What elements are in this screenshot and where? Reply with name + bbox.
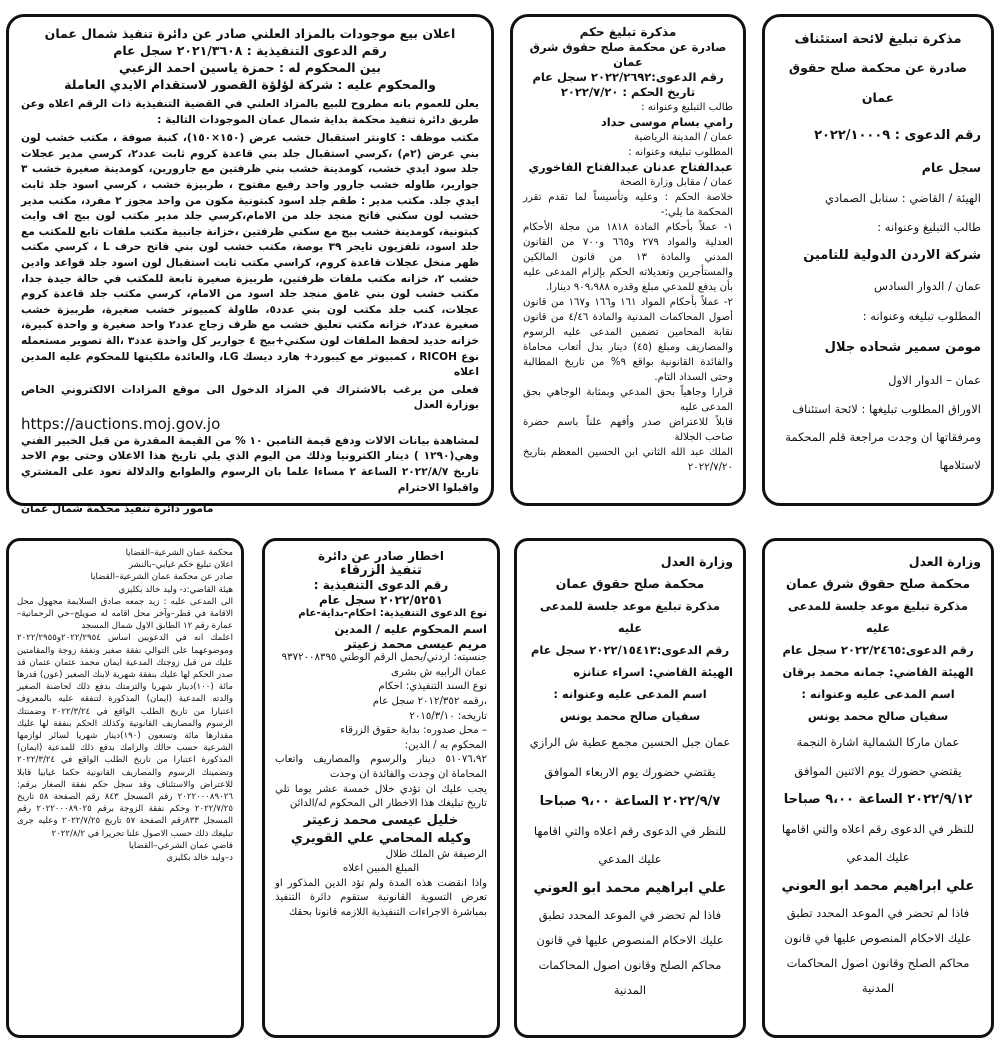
zarqa-document-date: تاريخه: ٢٠١٥/٣/١٠ xyxy=(409,710,487,722)
session1-target-label: اسم المدعى عليه وعنوانه : xyxy=(553,687,707,701)
auction-participation: فعلى من يرغب بالاشتراك في المزاد الدخول الى موقع المزادات الالكتروني الخاص بوزارة العدل xyxy=(21,383,479,412)
zarqa-case-type: نوع الدعوى التنفيذية: احكام-بداية-عام xyxy=(298,608,487,620)
sharia-judge: هيئة القاضي:د- وليد خالد بكليزي xyxy=(118,584,233,595)
appeal-requester-name: شركة الاردن الدولية للتامين xyxy=(803,248,981,263)
session1-court: محكمة صلح حقوق عمان xyxy=(555,576,705,591)
auction-debtor: والمحكوم عليه : شركة لؤلؤة القصور لاستقدام الايدي العاملة xyxy=(64,77,436,92)
zarqa-debtor-label: اسم المحكوم عليه / المدين xyxy=(334,621,487,636)
zarqa-title-1: اخطار صادر عن دائرة xyxy=(318,549,444,563)
session2-target-name: سفيان صالح محمد يونس xyxy=(807,709,949,723)
sharia-case-details: اعلمك انه في الدعويين اساس ٢٠٢٢/٢٩٥٤و٢٠٢٢/٢٩٥٥ وموضوعهما على التوالي نفقة صغير ونفقة زوجة والمقامتين عليك من قبل زوجتك المدعية ايمان محمد عثمان عثمان قد صدر الحكم لها عليك بنفقة شهرية لابنك الصغير (عون) قدرها مائة (١٠٠)دينار شهريا والتزمتك بدفع ذلك لحاضنة الصغير والدته المدعية (ايمان) المذكورة لتنفقه عليه بالمعروف اعتبارا من تاريخ الطلب الواقع في ٢٠٢٢/٣/٢٤ وضمنتك الرسوم والمصاريف القانونية وكذلك الحكم بنفقة لها عليك مقدارها مائة وتسعون (١٩٠)دينار شهريا لسائر لوازمها الشرعية حسب حالك والزامك بدفع ذلك للمدعية (ايمان) المذكورة اعتبارا من تاريخ الطلب الواقع في ٢٠٢٢/٣/٢٤ وتضمينك الرسوم والمصاريف القانونية حكما غيابيا قابلا للاعتراض والاستئناف وقد سجل حكم نفقة الصغار برقم: ٢٠٢٢٠٠٠٨٩٠٢٦ رقم المسجل ٨٤٣ رقم الصفحة ٥٨ تاريخ ٢٠٢٢/٧/٢٥ وحكم نفقة الزوجة برقم ٢٠٢٢٠٠٠٨٩٠٢٥ رقم المسجل ٨٣٣رقم الصفحة ٥٧ تاريخ ٢٠٢٢/٧/٢٥ وعليه جرى تبليغك ذلك حسب الاصول علنا تحريرا في ٢٠٢٢/٨/٢ xyxy=(17,633,234,839)
session2-day: يقتضي حضورك يوم الاثنين الموافق xyxy=(794,764,962,778)
auction-terms: لمشاهدة بيانات الالات ودفع قيمة التامين ١٠ % من القيمة المقدرة من قبل الخبير الفني وهي(١٢٩٠ ) دينار الكترونيا وذلك من اليوم الذي يلي تاريخ هذا الاعلان وحتى يوم الاحد تاريخ ٢٠٢٢/٨/٧ الساعة ٢ مساءا علما بان الرسوم والطوابع والدلالة تعود على المشتري واقبلوا الاحترام xyxy=(21,434,479,494)
session1-case-number: رقم الدعوى:٢٠٢٢/١٥٤١٣ سجل عام xyxy=(530,643,730,657)
auction-intro: يعلن للعموم بانه مطروح للبيع بالمزاد العلني في القضية التنفيذية ذات الرقم اعلاه وعن طريق دائرة تنفيذ محكمة بداية شمال عمان الموجودات التالية : xyxy=(21,98,479,126)
judgment-clause-1: ١- عملاً بأحكام المادة ١٨١٨ من مجلة الأحكام العدلية والمواد ٢٧٩ و٦٦٥ و٧٠٠ من القانون المدني والمادة ١٣ من قانون المالكين والمستأجرين وتعديلاته الحكم بإلزام المدعى عليه بأن يدفع للمدعي مبلغ وقدره ٩٠٩،٩٨٨ دينارا. xyxy=(523,222,733,293)
judgment-target-name: عبدالفتاح عدنان عبدالفتاح الفاخوري xyxy=(528,160,733,174)
session2-judge: الهيئة القاضي: جمانه محمد برقان xyxy=(782,665,974,679)
judgment-clause-2: ٢- عملاً بأحكام المواد ١٦١ و١٦٦ و١٦٧ من قانون أصول المحاكمات المدنية والمادة ٤/٤٦ من قانون نقابة المحامين تضمين المدعى عليه الرسوم والمصاريف ومبلغ (٤٥) دينار بدل أتعاب محاماة والفائدة القانونية بواقع ٩% من تاريخ المطالبة وحتى السداد التام. xyxy=(523,297,734,383)
session1-target-name: سفيان صالح محمد يونس xyxy=(559,709,701,723)
judgment-requester-label: طالب التبليغ وعنوانه : xyxy=(641,102,733,113)
judgment-target-address: عمان / مقابل وزارة الصحة xyxy=(620,177,733,188)
session1-plaintiff: علي ابراهيم محمد ابو العوني xyxy=(533,880,727,896)
sharia-header-2: اعلان تبليغ حكم غيابي–بالنشر xyxy=(128,560,233,571)
appeal-title: مذكرة تبليغ لائحة استئناف xyxy=(794,32,962,47)
judgment-notice xyxy=(510,14,746,506)
sharia-signature-title: قاضي عمان الشرعي–القضايا xyxy=(128,840,233,851)
zarqa-warning: يجب عليك ان تؤدي خلال خمسة عشر يوما تلي تاريخ تبليغك هذا الاخطار الى المحكوم له/الدائن xyxy=(275,783,487,810)
judgment-requester-name: رامي بسام موسى حداد xyxy=(600,115,733,129)
judgment-summary: خلاصة الحكم : وعليه وتأسيساً لما تقدم تقرر المحكمة ما يلي:- xyxy=(523,192,733,218)
session2-purpose: للنظر في الدعوى رقم اعلاه والتي اقامها عليك المدعي xyxy=(781,822,975,864)
sharia-signature-name: د–وليد خالد بكليزي xyxy=(166,853,233,864)
appeal-documents: الاوراق المطلوب تبليغها : لائحة استئناف ومرفقاتها ان وجدت مراجعة قلم المحكمة لاستلامها xyxy=(785,402,981,472)
zarqa-creditor-address: الرصيفة ش الملك طلال xyxy=(385,848,487,860)
judgment-clause-5: الملك عبد الله الثاني ابن الحسين المعظم بتاريخ ٢٠٢٢/٧/٢٠ xyxy=(523,447,733,473)
appeal-registry: سجل عام xyxy=(921,160,981,175)
zarqa-creditor-lawyer: وكيله المحامي علي القويري xyxy=(290,830,472,846)
auction-url[interactable]: https://auctions.moj.gov.jo xyxy=(21,414,221,433)
session1-judge: الهيئة القاضي: اسراء عنانزه xyxy=(573,665,733,679)
zarqa-debt: المبلغ المبين اعلاه xyxy=(342,863,420,875)
session1-footer: فاذا لم تحضر في الموعد المحدد تطبق عليك الاحكام المنصوص عليها في قانون محاكم الصلح وقانون اصول المحاكمات المدنية xyxy=(536,908,724,997)
zarqa-issuer: – محل صدوره: بداية حقوق الزرقاء xyxy=(340,725,487,737)
auction-notice xyxy=(6,14,494,516)
judgment-target-label: المطلوب تبليغه وعنوانه : xyxy=(628,147,733,158)
judgment-court: صادرة عن محكمة صلح حقوق شرق عمان xyxy=(529,40,727,69)
judgment-case-number: رقم الدعوى:٢٠٢٢/٢٦٩٢ سجل عام xyxy=(532,70,724,84)
session-notice-east-amman xyxy=(762,538,994,1038)
zarqa-title-2: تنفيذ الزرقاء xyxy=(340,562,422,578)
session1-purpose: للنظر في الدعوى رقم اعلاه والتي اقامها عليك المدعي xyxy=(533,824,727,866)
auction-title: اعلان بيع موجودات بالمزاد العلني صادر عن دائرة تنفيذ شمال عمان xyxy=(44,26,456,41)
auction-beneficiary: بين المحكوم له : حمزة ياسين احمد الزعبي xyxy=(119,60,381,75)
session1-date-time: ٢٠٢٢/٩/٧ الساعة ٩،٠٠ صباحا xyxy=(539,794,721,809)
zarqa-case-number: ٢٠٢٢/٥٢٥١ سجل عام xyxy=(319,592,443,607)
session2-ministry: وزارة العدل xyxy=(908,554,981,569)
session2-court: محكمة صلح حقوق شرق عمان xyxy=(785,576,971,591)
zarqa-document-number: ،رقمه ٢٠١٢/٣٥٢ سجل عام xyxy=(372,695,487,707)
session1-target-address: عمان جبل الحسين مجمع عطية ش الرازي xyxy=(529,735,731,749)
sharia-defendant: الى المدعى عليه : زيد جمعه صادق السلايمة مجهول محل الاقامة في قطر–وآخر محل اقامه له صويلح–حي الرحمانية–عمارة رقم ١٢ الطابق الاول شمال المسجد xyxy=(17,596,233,632)
session1-title: مذكرة تبليغ موعد جلسة للمدعى عليه xyxy=(539,599,720,635)
sharia-header-1: محكمة عمان الشرعية–القضايا xyxy=(125,548,233,558)
zarqa-creditor-name: خليل عيسى محمد زعيتر xyxy=(303,812,459,828)
zarqa-case-label: رقم الدعوى التنفيذية : xyxy=(313,578,449,593)
session2-target-label: اسم المدعى عليه وعنوانه : xyxy=(801,687,955,701)
session1-day: يقتضي حضورك يوم الاربعاء الموافق xyxy=(544,765,716,779)
session2-plaintiff: علي ابراهيم محمد ابو العوني xyxy=(781,878,975,894)
appeal-court: صادرة عن محكمة صلح حقوق عمان xyxy=(788,60,968,105)
auction-items: مكتب موظف : كاونتر استقبال خشب عرض (١٥٠×١٥٠)، كنبة صوفة ، مكتب خشب لون بني عرض (٢م) ،كرسي استقبال جلد بني قاعدة كروم ثابت عدد٢، كرسي مدير عجلات جلد سود ايدي خشب، كومدينة خشب بني ظرفتين مع جارورين، كومدينة صغيرة خشب ٣ جوارير، طاوله خشب جارور واحد رفيع مفتوح ، طربيزة خشب ، كرسي اسود جلد ثابت ايدي جلد. مكتب مدير : طقم جلد اسود كبتونية مكون من واحد مجوز ٢ مفرد، مكتب مدير خشب لون سكني فاتح منجد جلد من الامام،كرسي جلد مدير مكتب لون بيج اف وايت كبتونية، كومدينة خشب بيج مع سكني ظرفتين ،خزانة جانبية مكتب ملفات تابع للمكتب مع جلد اسود، تلفزيون تايجر ٣٩ بوصة، مكتب خشب لون بني فاتح حرف L ، كرسي مكتب ظهر منخل عجلات قاعدة كروم، كراسي مكتب ثابت استقبال لون اسود جلد قواعد وادين خشب ٢، خزانه مكتب ملفات ظرفتين، طربيزة صغيرة تابعة للمكتب في حالة جيدة جدا، مكتب خشب لون بني غامق منجد جلد اسود من الامام، كرسي مكتب جلد قاعدة كروم عجلات، كنب جلد مكتب لون بني عدد٥، طاولة كمبيوتر خشب صغيرة، طربيزة خشب صغيرة عدد٢، خزانه مكتب تعليق خشب مع ظرف زجاج عدد٢ واحد صغيرة و واحدة كبيرة، خزانه حديد لحفظ الملفات لون سكني+بيج ٤ جوارير كل واحدة عدد٣ ،الة تصوير مستعمله نوع RICOH ، كمبيوتر مع كيبورد+ هارد ديسك LG، والعائدة ملكيتها للمحكوم عليه المدين اعلاه xyxy=(21,132,480,379)
session2-footer: فاذا لم تحضر في الموعد المحدد تطبق عليك الاحكام المنصوص عليها في قانون محاكم الصلح وقانون اصول المحاكمات المدنية xyxy=(784,906,972,995)
judgment-title: مذكرة تبليغ حكم xyxy=(579,25,677,39)
session-notice-amman xyxy=(514,538,746,1038)
auction-case-number: رقم الدعوى التنفيذية : ٢٠٢١/٣٦٠٨ سجل عام xyxy=(113,43,387,58)
session2-case-number: رقم الدعوى:٢٠٢٢/٢٤٦٥ سجل عام xyxy=(782,643,974,657)
appeal-requester-address: عمان / الدوار السادس xyxy=(874,279,981,293)
appeal-requester-label: طالب التبليغ وعنوانه : xyxy=(877,220,981,234)
appeal-judge: الهيئة / القاضي : سنابل الصمادي xyxy=(825,191,981,205)
zarqa-address: عمان الرابيه ش بشرى xyxy=(391,666,487,678)
zarqa-nationality: جنسيته: اردني/يحمل الرقم الوطني ٩٣٧٢٠٠٨٣٩٥ xyxy=(281,652,487,664)
appeal-target-address: عمان – الدوار الاول xyxy=(888,373,981,387)
appeal-target-label: المطلوب تبليغه وعنوانه : xyxy=(862,309,981,323)
sharia-header-3: صادر عن محكمة عمان الشرعية–القضايا xyxy=(90,572,233,583)
session2-date-time: ٢٠٢٢/٩/١٢ الساعة ٩،٠٠ صباحا xyxy=(783,792,973,807)
zarqa-debtor-name: مريم عيسى محمد زعيتر xyxy=(344,636,487,651)
zarqa-consequence: واذا انقضت هذه المدة ولم تؤد الدين المذكور او تعرض التسوية القانونية ستقوم دائرة التنفيذ بمباشرة الاجراءات التنفيذية اللازمه قانونا بحقك xyxy=(275,877,487,919)
session1-ministry: وزارة العدل xyxy=(660,554,733,569)
judgment-clause-4: قابلاً للاعتراض صدر وأفهم علناً باسم حضرة صاحب الجلالة xyxy=(523,417,733,443)
judgment-date: تاريخ الحكم : ٢٠٢٢/٧/٢٠ xyxy=(560,85,696,99)
session2-title: مذكرة تبليغ موعد جلسة للمدعى عليه xyxy=(787,599,968,635)
zarqa-amount: ٥١٠٧٦،٩٢ دينار والرسوم والمصاريف واتعاب المحاماة ان وجدت والفائدة ان وجدت xyxy=(275,754,487,780)
zarqa-execution-notice xyxy=(262,538,500,1038)
judgment-clause-3: قرارا وجاهياً بحق المدعي وبمثابة الوجاهي بحق المدعى عليه xyxy=(523,387,733,413)
auction-signature: مامور دائرة تنفيذ محكمة شمال عمان xyxy=(21,503,214,516)
session2-target-address: عمان ماركا الشمالية اشارة النجمة xyxy=(796,735,960,749)
zarqa-creditor-label: المحكوم به / الدين: xyxy=(404,739,487,751)
zarqa-document-type: نوع السند التنفيذي: احكام xyxy=(378,681,487,693)
judgment-requester-address: عمان / المدينة الرياضية xyxy=(634,132,733,143)
appeal-case-number: رقم الدعوى : ٢٠٢٢/١٠٠٠٩ xyxy=(814,128,981,143)
appeal-target-name: مومن سمير شحاده جلال xyxy=(824,340,981,355)
appeal-notice xyxy=(762,14,994,506)
sharia-court-notice xyxy=(6,538,244,1038)
